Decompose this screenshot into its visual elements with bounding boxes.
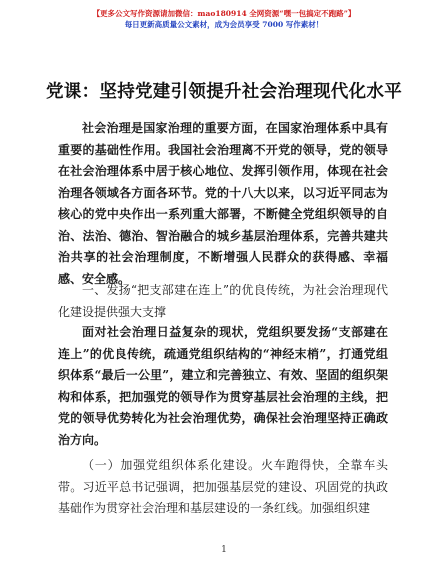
promo-banner-line2: 每日更新高质量公文素材，成为会员享受 7000 写作素材！	[124, 20, 324, 29]
section-heading-1: 一、发扬“把支部建在连上”的优良传统，为社会治理现代化建设提供强大支撑	[58, 283, 388, 319]
promo-banner-line1: 【更多公文写作资源请加微信：mao180914 全网资源“嘿一包搞定不跑路”】	[92, 9, 356, 18]
subsection-1-paragraph: （一）加强党组织体系化建设。火车跑得快，全靠车头带。习近平总书记强调，把加强基层党的建设、巩固党的执政基础作为贯穿社会治理和基层建设的一条红线。加强组织建	[58, 458, 388, 515]
promo-banner	[0, 8, 448, 30]
section-1-paragraph: 面对社会治理日益复杂的现状，党组织要发扬“支部建在连上”的优良传统，疏通党组织结构的“神经末梢”，打通党组织体系“最后一公里”，建立和完善独立、有效、坚固的组织架构和体系，把加强党的领导作为贯穿基层社会治理的主线，把党的领导优势转化为社会治理优势，确保社会治理坚持正确政治方向。	[58, 325, 388, 447]
document-title: 党课：坚持党建引领提升社会治理现代化水平	[46, 82, 402, 102]
page-number: 1	[221, 545, 227, 555]
intro-paragraph: 社会治理是国家治理的重要方面，在国家治理体系中具有重要的基础性作用。我国社会治理离不开党的领导，党的领导在社会治理体系中居于核心地位、发挥引领作用，体现在社会治理各领域各方面各环节。党的十八大以来，以习近平同志为核心的党中央作出一系列重大部署，不断健全党组织领导的自治、法治、德治、智治融合的城乡基层治理体系，完善共建共治共享的社会治理制度，不断增强人民群众的获得感、幸福感、安全感。	[58, 121, 388, 286]
